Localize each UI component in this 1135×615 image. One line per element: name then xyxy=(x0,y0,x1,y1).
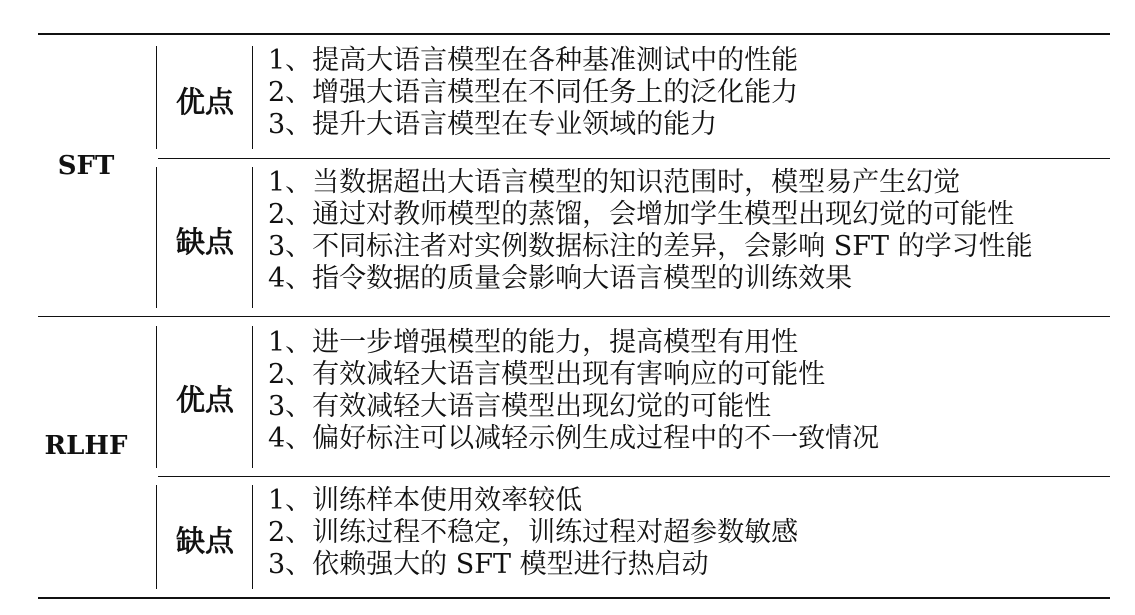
sft-group-divider xyxy=(158,158,1110,159)
list-item: 3、依赖强大的 SFT 模型进行热启动 xyxy=(268,549,709,580)
list-item: 1、训练样本使用效率较低 xyxy=(268,485,583,516)
sft-con-vrule-left xyxy=(156,167,157,308)
list-item: 2、通过对教师模型的蒸馏，会增加学生模型出现幻觉的可能性 xyxy=(268,199,1015,230)
list-item: 3、提升大语言模型在专业领域的能力 xyxy=(268,109,718,140)
sft-con-vrule-right xyxy=(252,167,253,308)
rlhf-pro-vrule-left xyxy=(156,326,157,468)
rlhf-pros-label: 优点 xyxy=(175,383,234,417)
rlhf-pro-vrule-right xyxy=(252,326,253,468)
sft-pro-vrule-left xyxy=(156,46,157,149)
rlhf-cons-label: 缺点 xyxy=(175,524,234,558)
rlhf-con-vrule-left xyxy=(156,485,157,589)
method-label-rlhf: RLHF xyxy=(44,431,128,461)
list-item: 3、有效减轻大语言模型出现幻觉的可能性 xyxy=(268,391,772,422)
rlhf-cons-list xyxy=(268,485,798,581)
table-top-rule xyxy=(38,33,1110,35)
list-item: 2、训练过程不稳定，训练过程对超参数敏感 xyxy=(268,517,799,548)
rlhf-con-vrule-right xyxy=(252,485,253,589)
list-item: 3、不同标注者对实例数据标注的差异，会影响 SFT 的学习性能 xyxy=(268,231,1033,262)
sft-cons-list xyxy=(268,167,1033,295)
table-bottom-rule xyxy=(38,597,1110,599)
rlhf-group-divider xyxy=(158,476,1110,477)
list-item: 1、当数据超出大语言模型的知识范围时，模型易产生幻觉 xyxy=(268,167,961,198)
sft-cons-label: 缺点 xyxy=(175,225,234,259)
method-label-sft: SFT xyxy=(57,151,115,181)
rlhf-pros-list xyxy=(268,327,879,455)
list-item: 2、有效减轻大语言模型出现有害响应的可能性 xyxy=(268,359,826,390)
list-item: 1、进一步增强模型的能力，提高模型有用性 xyxy=(268,327,799,358)
list-item: 2、增强大语言模型在不同任务上的泛化能力 xyxy=(268,77,799,108)
list-item: 4、指令数据的质量会影响大语言模型的训练效果 xyxy=(268,263,853,294)
sft-pro-vrule-right xyxy=(252,46,253,149)
sft-pros-label: 优点 xyxy=(175,85,234,119)
list-item: 4、偏好标注可以减轻示例生成过程中的不一致情况 xyxy=(268,423,880,454)
section-divider-rule xyxy=(38,316,1110,317)
list-item: 1、提高大语言模型在各种基准测试中的性能 xyxy=(268,45,799,76)
sft-pros-list xyxy=(268,45,798,141)
